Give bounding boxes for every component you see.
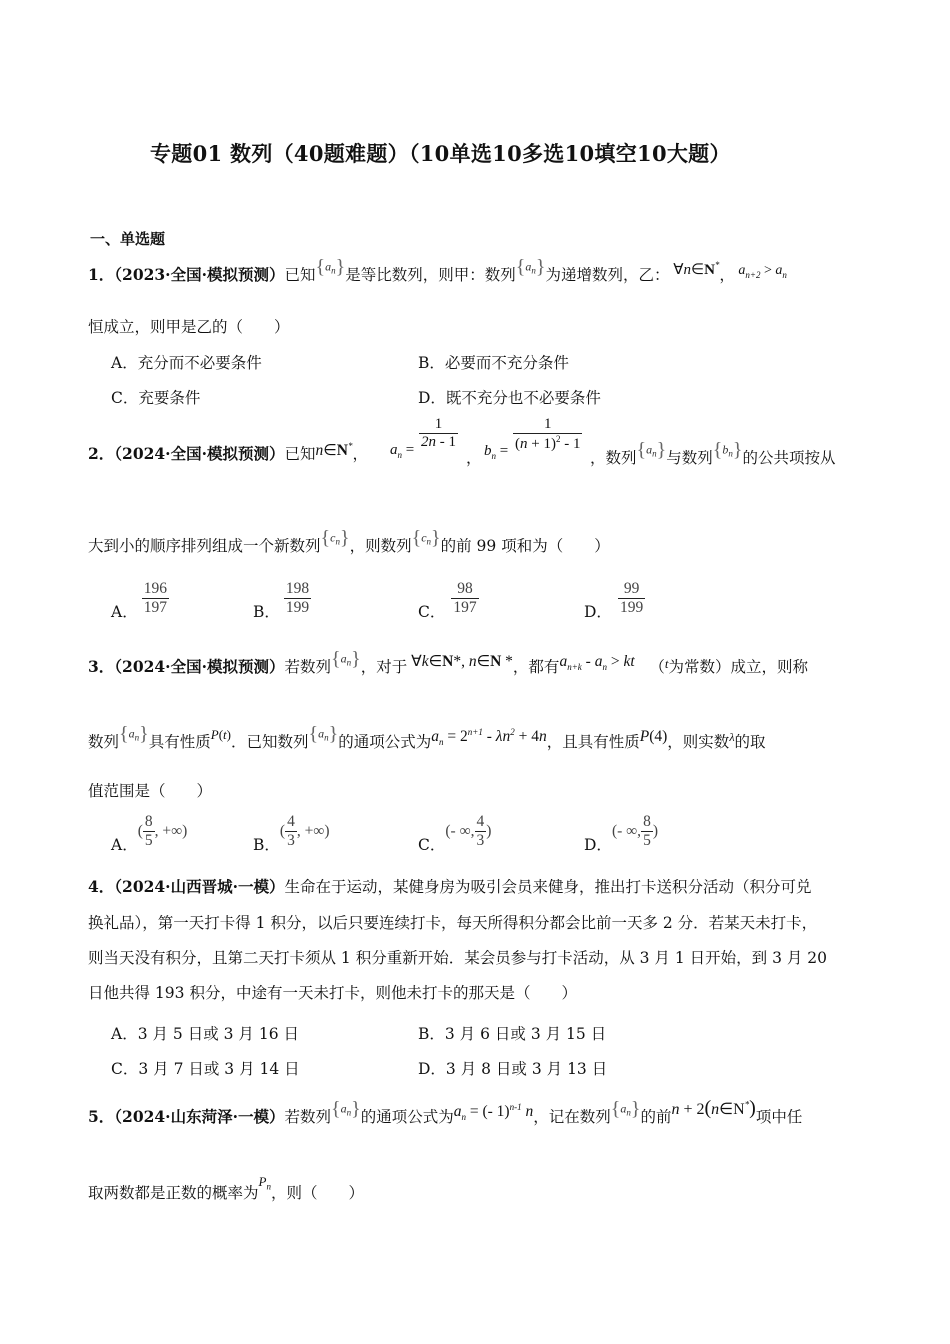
question-text: 的前 99 项和为（ ） (440, 537, 610, 555)
formula-P-n: Pn (258, 1174, 271, 1192)
question-text: 若数列 (284, 658, 331, 676)
question-text: （ (649, 658, 665, 676)
question-text: ， (352, 445, 368, 464)
question-3-line-2 (88, 722, 766, 756)
question-text: ， (466, 449, 482, 467)
option-label: C． (418, 835, 446, 854)
question-text: ，则数列 (349, 537, 412, 555)
formula-a-n-general: $a_n$ = (- 1)$^{n-1}$ n (453, 1101, 534, 1123)
section-header: 一、单选题 (90, 230, 166, 248)
question-text: ，则（ ） (270, 1184, 364, 1202)
question-text: ，则实数 (667, 733, 730, 751)
option-a[interactable]: A．充分而不必要条件 (111, 354, 262, 372)
question-text: ，且具有性质 (546, 733, 640, 751)
sequence-a-n: $\{a_n\}$ (636, 438, 667, 461)
option-b[interactable]: B．必要而不充分条件 (418, 354, 569, 372)
question-text: 生命在于运动，某健身房为吸引会员来健身，推出打卡送积分活动（积分可兑 (284, 878, 812, 896)
sequence-a-n: $\{a_n\}$ (331, 647, 361, 670)
page-title: 专题01 数列（40题难题）（10单选10多选10填空10大题） (150, 141, 731, 166)
option-label: B． (253, 835, 280, 854)
question-text: 为递增数列，乙： (545, 266, 670, 284)
option-c[interactable]: C．(- ∞, $\frac{4}{3}$ ) (418, 813, 492, 854)
option-d[interactable]: D．(- ∞, $\frac{8}{5}$ ) (584, 813, 658, 854)
formula-n-plus-2: n + 2(n∈N*) (671, 1097, 756, 1119)
formula-forall-k-n: ∀k∈N*, n∈N * (411, 653, 513, 670)
formula-P-t: P(t) (210, 727, 232, 742)
formula-P-4: P(4) (639, 728, 668, 745)
question-text: 项中任 (755, 1108, 803, 1126)
formula-t: t (664, 656, 669, 671)
question-number: 5． (88, 1107, 115, 1126)
question-4-line-1 (88, 875, 812, 897)
option-fraction: $\frac{99}{199}$ (619, 580, 644, 616)
question-text: 的通项公式为 (338, 733, 432, 751)
formula-b-n: $b_n$ = $\frac{1}{(n + 1)^2 - 1}$ (484, 416, 581, 461)
question-text: 的取 (734, 733, 766, 751)
option-label: D． (584, 835, 612, 854)
question-number: 2． (88, 444, 115, 464)
option-fraction: $\frac{196}{197}$ (143, 580, 167, 616)
formula-forall-n: ∀n∈N* (673, 260, 720, 278)
question-3-line-1 (88, 647, 809, 681)
option-interval: $\frac{8}{5}$ (144, 813, 153, 849)
option-a[interactable]: A．3 月 5 日或 3 月 16 日 (111, 1025, 299, 1043)
question-1-line-1 (88, 255, 787, 289)
question-text: 具有性质 (148, 733, 211, 751)
question-text: ，数列 (590, 449, 637, 467)
option-label: D． (584, 602, 612, 621)
question-1-line-2: 恒成立，则甲是乙的（ ） (88, 318, 290, 336)
option-b[interactable]: B．3 月 6 日或 3 月 15 日 (418, 1025, 607, 1043)
question-source: （2024·全国·模拟预测） (114, 657, 285, 676)
question-text: 的公共项按从 (742, 449, 836, 467)
question-text: 与数列 (666, 449, 713, 467)
question-4-line-4: 日他共得 193 积分，中途有一天未打卡，则他未打卡的那天是（ ） (88, 984, 577, 1002)
question-text: 取两数都是正数的概率为 (88, 1184, 259, 1202)
question-source: （2024·山西晋城·一模） (114, 877, 285, 896)
question-text: 为常数）成立，则称 (668, 658, 809, 676)
sequence-c-n: $\{c_n\}$ (411, 526, 441, 549)
option-d[interactable]: D．既不充分也不必要条件 (418, 389, 601, 407)
sequence-a-n: $\{a_n\}$ (610, 1097, 641, 1120)
option-label: B． (253, 602, 280, 621)
option-interval: $\frac{4}{3}$ (287, 813, 295, 849)
question-2-line-1-end (590, 438, 836, 472)
question-3-line-3: 值范围是（ ） (88, 782, 213, 800)
option-label: A． (111, 835, 138, 854)
option-a[interactable]: A．( $\frac{8}{5}$ , +∞) (111, 813, 188, 854)
option-c[interactable]: C．充要条件 (111, 389, 201, 407)
question-2-line-1 (88, 418, 368, 464)
option-b[interactable]: B．( $\frac{4}{3}$ , +∞) (253, 813, 330, 854)
question-text: 的通项公式为 (360, 1108, 454, 1126)
question-5-line-2 (88, 1174, 364, 1204)
question-text: 已知 (284, 266, 316, 284)
question-text: 数列 (88, 733, 120, 751)
question-text: ，都有 (512, 658, 560, 676)
option-a[interactable] (111, 580, 169, 621)
formula-n-in-N: n∈N* (315, 441, 353, 460)
sequence-a-n: $\{a_n\}$ (331, 1097, 361, 1120)
formula-a-n: $a_n$ = $\frac{1}{2n - 1}$ (390, 416, 456, 460)
sequence-c-n: $\{c_n\}$ (320, 526, 350, 549)
question-2-line-2 (88, 526, 610, 560)
option-fraction: $\frac{198}{199}$ (285, 580, 310, 616)
option-d[interactable]: D．3 月 8 日或 3 月 13 日 (418, 1060, 608, 1078)
question-text: ，记在数列 (533, 1108, 611, 1126)
question-text: 已知 (284, 445, 316, 464)
question-text: 是等比数列，则甲：数列 (345, 266, 516, 284)
option-d[interactable] (584, 580, 645, 621)
question-source: （2024·全国·模拟预测） (114, 444, 285, 464)
formula-lambda: λ (729, 730, 735, 744)
sequence-a-n: $\{a_n\}$ (315, 255, 346, 278)
formula-a-n-general: $a_n = 2^{n+1} - \lambda n^2 + 4n$ (431, 726, 547, 748)
sequence-a-n: $\{a_n\}$ (119, 722, 149, 745)
question-text: ，对于 (360, 658, 408, 676)
option-c[interactable]: C．3 月 7 日或 3 月 14 日 (111, 1060, 300, 1078)
option-interval: $\frac{8}{5}$ (643, 813, 651, 849)
question-source: （2024·山东菏泽·一模） (114, 1107, 285, 1126)
question-number: 1． (88, 265, 115, 284)
question-text: ， (719, 266, 735, 284)
question-text: 大到小的顺序排列组成一个新数列 (88, 537, 321, 555)
formula-inequality: $a_{n+2} > a_n$ (734, 263, 787, 280)
question-number: 3． (88, 657, 115, 676)
option-b[interactable] (253, 580, 311, 621)
question-number: 4． (88, 877, 115, 896)
question-text: ．已知数列 (231, 733, 309, 751)
option-label: A． (111, 602, 138, 621)
option-interval: $\frac{4}{3}$ (476, 813, 485, 849)
sequence-b-n: $\{b_n\}$ (712, 438, 743, 461)
option-fraction: $\frac{98}{197}$ (453, 580, 477, 616)
formula-inequality: $a_{n+k} - a_n$ > kt (559, 653, 635, 673)
question-text: 的前 (640, 1108, 672, 1126)
sequence-a-n: $\{a_n\}$ (308, 722, 339, 745)
question-4-line-3: 则当天没有积分，且第二天打卡须从 1 积分重新开始．某会员参与打卡活动，从 3 月 1 日开始，到 3 月 20 (88, 949, 828, 967)
question-5-line-1 (88, 1097, 803, 1131)
option-label: C． (418, 602, 446, 621)
option-c[interactable] (418, 580, 479, 621)
question-source: （2023·全国·模拟预测） (114, 265, 285, 284)
question-text: 若数列 (284, 1108, 331, 1126)
sequence-a-n: $\{a_n\}$ (515, 255, 546, 278)
question-4-line-2: 换礼品），第一天打卡得 1 积分，以后只要连续打卡，每天所得积分都会比前一天多 2 分．若某天未打卡， (88, 914, 818, 932)
